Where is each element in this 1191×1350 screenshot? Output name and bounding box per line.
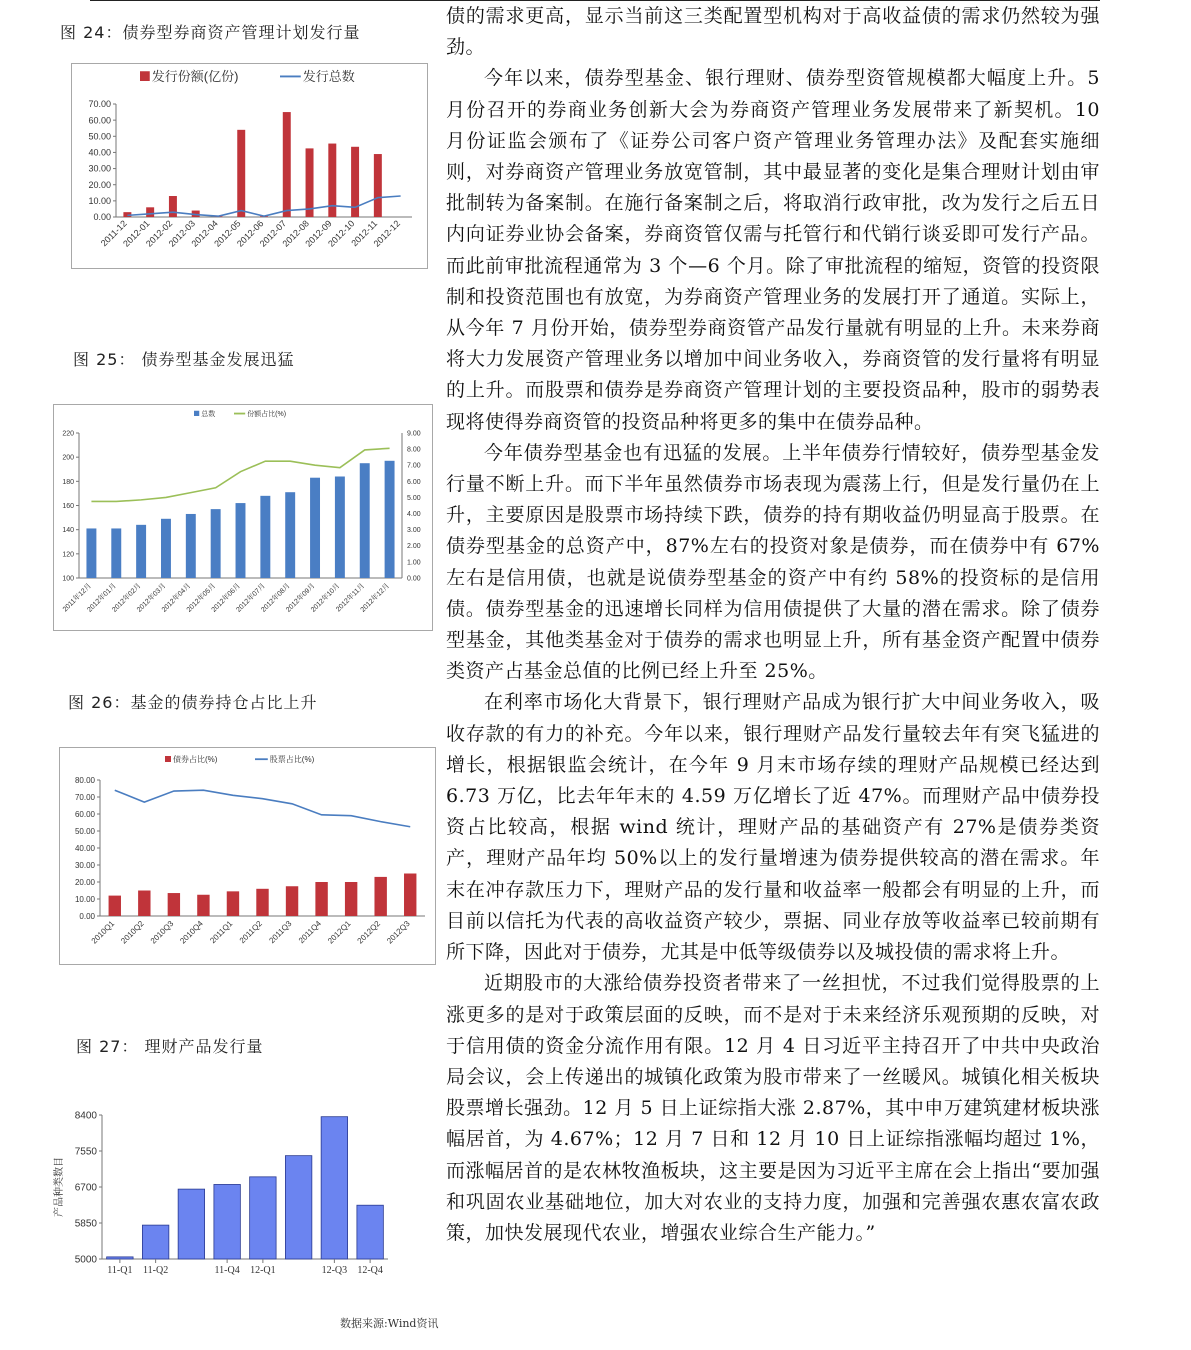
bar [360,463,370,578]
figure-26-caption: 图 26：基金的债券持仓占比上升 [68,693,318,712]
legend-label: 债券占比(%) [173,755,218,764]
bar [285,492,295,578]
y-tick-label: 7550 [74,1146,97,1158]
x-tick-label: 2011-12 [98,218,129,249]
bar [321,1117,347,1259]
y-tick-label: 20.00 [74,877,95,887]
bar [178,1189,204,1259]
figure-25-svg [54,405,432,630]
bar [404,874,416,917]
series-line [115,790,410,827]
y-tick-label: 10.00 [88,196,111,207]
x-tick-label: 2012年04月 [160,582,193,614]
bar [227,891,239,916]
y-tick-label: 20.00 [88,179,111,190]
x-tick-label: 2012-10 [326,218,357,249]
legend-label: 股票占比(%) [269,755,315,764]
bar [168,893,180,916]
x-tick-label: 2012年01月 [86,582,118,614]
legend-label: 发行份额(亿份) [151,69,239,84]
paragraph-1: 债的需求更高，显示当前这三类配置型机构对于高收益债的需求仍然较为强劲。 [446,5,1100,59]
legend-swatch-bar [140,71,150,81]
figure-26-svg [60,748,435,964]
y-tick-label: 60.00 [88,115,111,126]
y-tick-label: 50.00 [88,131,111,142]
legend-label: 份额占比(%) [247,411,287,418]
y2-tick-label: 8.00 [407,446,421,454]
y-tick-label: 50.00 [74,826,95,836]
bar [385,461,395,578]
figure-24-svg [72,64,427,268]
paragraph-5: 近期股市的大涨给债券投资者带来了一丝担忧，不过我们觉得股票的上涨更多的是对于政策层面的反映，而不是对于未来经济乐观预期的反映，对于信用债的资金分流作用有限。12 月 4 日习近平主持召开了中共中央政治局会议，会上传递出的城镇化政策为股市带来了一丝暖风。城镇化相关板块股票增长强劲。12 月 5 日上证综指大涨 2.87%，其中申万建筑建材板块涨幅居首，为 4.67%；12 月 7 日和 12 月 10 日上证综指涨幅均超过 1%，而涨幅居首的是农林牧渔板块，这主要是因为习近平主席在会上指出“要加强和巩固农业基础地位，加大对农业的支持力度，加强和完善强农惠农富农政策，加快发展现代农业，增强农业综合生产能力。” [446,972,1100,1244]
y2-tick-label: 6.00 [407,478,421,486]
bar [136,525,146,578]
x-tick-label: 2010Q2 [119,919,146,946]
y-tick-label: 30.00 [88,163,111,174]
y-tick-label: 60.00 [74,809,95,819]
figure-25-caption: 图 25： 债券型基金发展迅猛 [73,350,295,369]
x-tick-label: 2012Q2 [355,919,383,946]
figure-27-caption: 图 27： 理财产品发行量 [76,1037,264,1056]
bar [250,1177,276,1259]
bar [236,503,246,578]
paragraph-2: 今年以来，债券型基金、银行理财、债券型资管规模都大幅度上升。5 月份召开的券商业务创新大会为券商资产管理业务发展带来了新契机。10 月份证监会颁布了《证券公司客户资产管理业务管理办法》及配套实施细则，对券商资产管理业务放宽管制，其中最显著的变化是集合理财计划由审批制转为备案制。在施行备案制之后，将取消行政审批，改为发行之后五日内向证券业协会备案，券商资管仅需与托管行和代销行谈妥即可发行产品。而此前审批流程通常为 3 个—6 个月。除了审批流程的缩短，资管的投资限制和投资范围也有放宽，为券商资产管理业务的发展打开了通道。实际上，从今年 7 月份开始，债券型券商资管产品发行量就有明显的上升。未来券商将大力发展资产管理业务以增加中间业务收入，券商资管的发行量将有明显的上升。而股票和债券是券商资产管理计划的主要投资品种，股市的弱势表现将使得券商资管的投资品种将更多的集中在债券品种。 [446,67,1100,433]
bar [138,891,150,917]
y2-tick-label: 0.00 [407,575,421,583]
y2-tick-label: 3.00 [407,527,421,535]
bar [335,477,345,579]
x-tick-label: 12-Q4 [357,1265,383,1276]
y-tick-label: 120 [62,551,74,559]
x-tick-label: 2012Q1 [326,919,353,946]
bar [186,514,196,578]
y-tick-label: 10.00 [74,894,95,904]
bar [211,509,221,578]
bar [169,196,177,217]
x-tick-label: 12-Q3 [321,1265,348,1276]
y2-tick-label: 1.00 [407,559,421,567]
x-tick-label: 2012-07 [257,218,289,249]
x-tick-label: 2012-01 [121,218,152,249]
x-tick-label: 2012年08月 [260,582,292,614]
bar [86,528,96,578]
x-tick-label: 2012年12月 [359,582,391,614]
y-tick-label: 220 [62,430,74,438]
x-tick-label: 12-Q1 [250,1265,276,1276]
y-tick-label: 0.00 [93,212,111,223]
x-tick-label: 2011Q2 [237,919,264,946]
y-tick-label: 100 [62,575,74,583]
figure-25-chart [53,404,433,631]
y-tick-label: 80.00 [74,775,95,785]
x-tick-label: 2012-09 [303,218,334,249]
paragraph-3: 今年债券型基金也有迅猛的发展。上半年债券行情较好，债券型基金发行量不断上升。而下半年虽然债券市场表现为震荡上行，但是发行量仍在上升，主要原因是股票市场持续下跌，债券的持有期收益仍明显高于股票。在债券型基金的总资产中，87%左右的投资对象是债券，而在债券中有 67%左右是信用债，也就是说债券型基金的资产中有约 58%的投资标的是信用债。债券型基金的迅速增长同样为信用债提供了大量的潜在需求。除了债券型基金，其他类基金对于债券的需求也明显上升，所有基金资产配置中债券类资产占基金总值的比例已经上升至 25%。 [446,441,1100,683]
x-tick-label: 2012年09月 [285,582,317,614]
x-tick-label: 2012Q3 [385,919,412,946]
x-tick-label: 2012年05月 [185,582,218,614]
y-tick-label: 40.00 [88,147,111,158]
x-tick-label: 2011Q4 [296,919,324,946]
legend-swatch-bar [194,411,199,416]
figure-24-chart [71,63,428,269]
bar [146,207,154,217]
bar [374,154,382,217]
y-tick-label: 70.00 [88,99,111,110]
y-tick-label: 5850 [74,1218,97,1230]
bar [107,1257,133,1259]
y-tick-label: 40.00 [74,843,95,853]
x-tick-label: 2010Q4 [178,919,205,946]
y-tick-label: 140 [62,527,74,535]
figure-24-caption: 图 24：债券型券商资产管理计划发行量 [60,23,361,42]
bar [214,1184,240,1259]
x-tick-label: 2010Q1 [89,919,117,946]
bar [315,882,327,916]
bar [237,130,245,217]
bar [142,1225,168,1259]
figure-27-source: 数据来源:Wind资讯 [340,1317,439,1330]
y-tick-label: 0.00 [79,911,95,921]
y2-tick-label: 7.00 [407,462,421,470]
x-tick-label: 2012年06月 [210,582,242,614]
series-line [127,196,400,216]
bar [285,1156,311,1259]
bar [256,889,268,916]
article-body [446,0,1100,1249]
bar [374,877,386,916]
x-tick-label: 2012-05 [212,218,243,249]
x-tick-label: 2012年03月 [136,582,168,614]
y-tick-label: 70.00 [74,792,95,802]
y-tick-label: 6700 [74,1182,97,1194]
x-tick-label: 2012-06 [234,218,266,249]
y2-tick-label: 9.00 [407,430,421,438]
y-tick-label: 180 [62,478,74,486]
legend-label: 发行总数 [302,69,355,84]
y-tick-label: 30.00 [74,860,95,870]
y-tick-label: 5000 [74,1254,97,1266]
bar [111,528,121,578]
x-tick-label: 2012年02月 [111,582,143,614]
x-tick-label: 2012-08 [280,218,311,249]
legend-label: 总数 [201,411,216,418]
y-axis-label: 产品种类数目 [54,1157,65,1217]
figure-27-svg [50,1098,430,1294]
bar [310,478,320,578]
bar [283,112,291,217]
y-tick-label: 200 [62,454,74,462]
x-tick-label: 2011年12月 [61,582,93,614]
bar [161,519,171,578]
y2-tick-label: 5.00 [407,494,421,502]
x-tick-label: 2012年11月 [335,582,367,614]
y2-tick-label: 4.00 [407,511,421,519]
bar [286,886,298,916]
bar [109,896,121,916]
x-tick-label: 2012-02 [143,218,175,249]
bar [197,895,209,916]
paragraph-4: 在利率市场化大背景下，银行理财产品成为银行扩大中间业务收入，吸收存款的有力的补充。今年以来，银行理财产品发行量较去年有突飞猛进的增长，根据银监会统计，在今年 9 月末市场存续的理财产品规模已经达到 6.73 万亿，比去年年末的 4.59 万亿增长了近 47%。而理财产品中债券投资占比较高，根据 wind 统计，理财产品的基础资产有 27%是债券类资产，理财产品年均 50%以上的发行量增速为债券提供较高的潜在需求。年末在冲存款压力下，理财产品的发行量和收益率一般都会有明显的上升，而目前以信托为代表的高收益资产较少，票据、同业存放等收益率已较前期有所下降，因此对于债券，尤其是中低等级债券以及城投债的需求将上升。 [446,691,1100,964]
bar [345,882,357,916]
bar [357,1205,383,1259]
x-tick-label: 2012-03 [166,218,198,249]
x-tick-label: 2012年10月 [309,582,342,614]
y-tick-label: 8400 [74,1110,97,1122]
x-tick-label: 2011Q1 [208,919,235,946]
y2-tick-label: 2.00 [407,543,421,551]
legend-swatch-bar [165,756,171,762]
x-tick-label: 2010Q3 [148,919,176,946]
bar [306,148,314,217]
x-tick-label: 2011Q3 [267,919,294,946]
figure-27-chart [50,1098,430,1294]
figure-26-chart [59,747,436,965]
x-tick-label: 2012年07月 [235,582,267,614]
series-line [91,448,389,501]
x-tick-label: 11-Q2 [143,1265,169,1276]
x-tick-label: 2012-11 [349,218,380,249]
x-tick-label: 2012-04 [189,218,220,249]
x-tick-label: 2012-12 [371,218,403,249]
bar [260,496,270,578]
y-tick-label: 160 [62,502,74,510]
x-tick-label: 11-Q1 [107,1265,133,1276]
x-tick-label: 11-Q4 [214,1265,240,1276]
